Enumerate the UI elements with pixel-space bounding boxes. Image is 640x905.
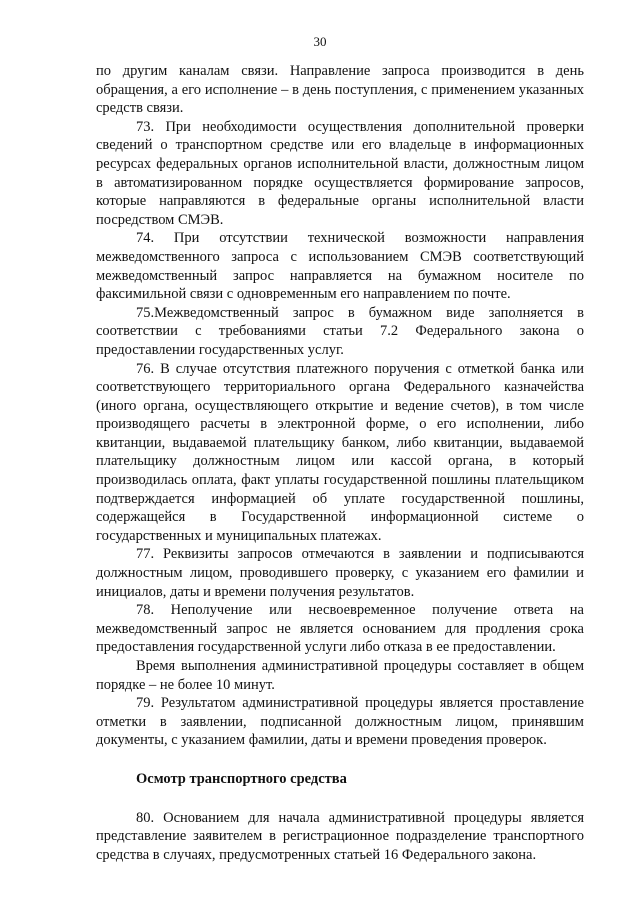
paragraph-time-limit: Время выполнения административной процедуры составляет в общем порядке – не более 10 минут. bbox=[96, 658, 584, 693]
paragraph-76: 76. В случае отсутствия платежного поручения с отметкой банка или соответствующего территориального органа Федерального казначейства (иного органа, осуществляющего открытие и ведение счетов), в том числе производящего расчеты в электронной форме, о его исполнении, либо квитанции, выдаваемой плательщику банком, либо квитанции, выдаваемой плательщику должностным лицом или кассой органа, в который производилась оплата, факт уплаты государственной пошлины плательщиком подтверждается информацией об уплате государственной пошлины, содержащейся в Государственной информационной системе о государственных и муниципальных платежах. bbox=[96, 360, 584, 544]
paragraph-80: 80. Основанием для начала административной процедуры является представление заявителем в регистрационное подразделение транспортного средства в случаях, предусмотренных статьей 16 Федерального закона. bbox=[96, 809, 584, 863]
paragraph-78: 78. Неполучение или несвоевременное получение ответа на межведомственный запрос не является основанием для продления срока предоставления государственной услуги либо отказа в ее предоставлении. bbox=[96, 602, 584, 656]
paragraph-continuation: по другим каналам связи. Направление запроса производится в день обращения, а его исполнение – в день поступления, с применением указанных средств связи. bbox=[96, 63, 584, 117]
paragraph-75: 75.Межведомственный запрос в бумажном виде заполняется в соответствии с требованиями статьи 7.2 Федерального закона о предоставлении государственных услуг. bbox=[96, 304, 584, 358]
paragraph-73: 73. При необходимости осуществления дополнительной проверки сведений о транспортном средстве или его владельце в информационных ресурсах федеральных органов исполнительной власти, должностным лицом в автоматизированном порядке осуществляется формирование запросов, которые направляются в федеральные органы исполнительной власти посредством СМЭВ. bbox=[96, 118, 584, 228]
section-heading: Осмотр транспортного средства bbox=[136, 770, 347, 787]
paragraph-74: 74. При отсутствии технической возможности направления межведомственного запроса с использованием СМЭВ соответствующий межведомственный запрос направляется на бумажном носителе по факсимильной связи с одновременным его направлением по почте. bbox=[96, 230, 584, 303]
page-number: 30 bbox=[313, 34, 327, 49]
paragraph-79: 79. Результатом административной процедуры является проставление отметки в заявлении, подписанной должностным лицом, принявшим документы, с указанием фамилии, даты и времени проведения проверок. bbox=[96, 695, 584, 749]
paragraph-77: 77. Реквизиты запросов отмечаются в заявлении и подписываются должностным лицом, проводившего проверку, с указанием его фамилии и инициалов, даты и времени получения результатов. bbox=[96, 546, 584, 600]
document-body bbox=[96, 62, 584, 864]
